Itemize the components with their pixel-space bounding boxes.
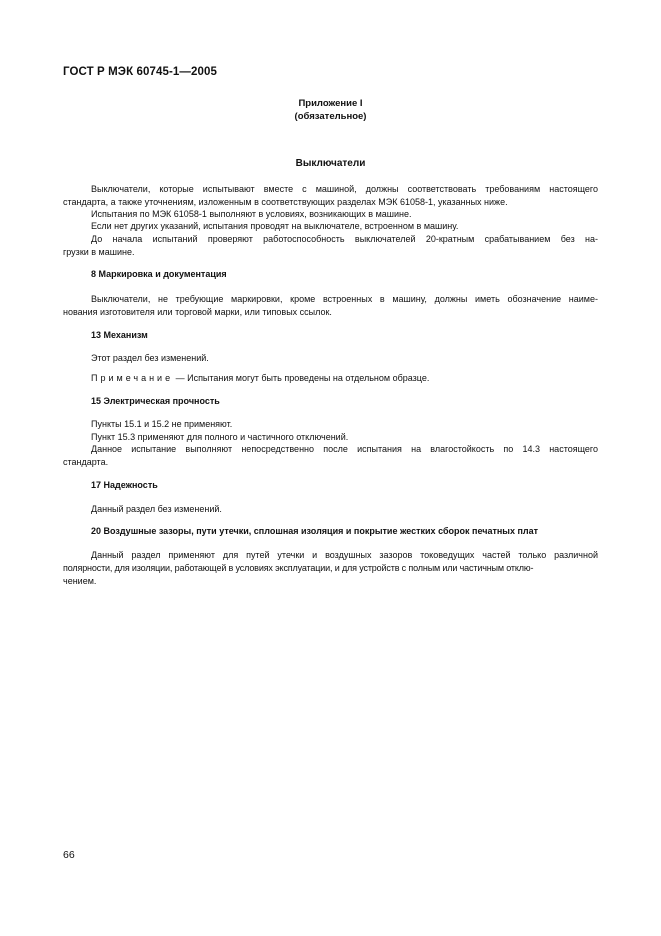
section-15-heading: 15 Электрическая прочность (91, 396, 220, 406)
section-8-heading: 8 Маркировка и документация (91, 269, 227, 279)
intro-line-2: стандарта, а также уточнениям, изложенным в соответствующих разделах МЭК 61058-1, указанных ниже. (63, 197, 508, 207)
section-13-text: Этот раздел без изменений. (91, 353, 209, 363)
section-13-note (91, 372, 626, 385)
section-20-heading: 20 Воздушные зазоры, пути утечки, сплошная изоляция и покрытие жестких сборок печатных плат (91, 526, 539, 536)
note-label: Примечание (91, 373, 174, 383)
section-title: Выключатели (295, 158, 366, 169)
note-text: — Испытания могут быть проведены на отдельном образце. (173, 373, 430, 383)
annex-title: Приложение I (298, 98, 363, 109)
section-8-line-1: Выключатели, не требующие маркировки, кроме встроенных в машину, должны иметь обозначение наиме- (91, 294, 598, 304)
intro-line-1: Выключатели, которые испытывают вместе с машиной, должны соответствовать требованиям настоящего (91, 184, 598, 194)
intro-line-6: грузки в машине. (63, 247, 135, 257)
section-17-heading: 17 Надежность (91, 480, 158, 490)
section-20-line-2: полярности, для изоляции, работающей в условиях эксплуатации, и для устройств с полным или частичным отклю- (63, 563, 534, 573)
document-header-code: ГОСТ Р МЭК 60745-1—2005 (63, 66, 217, 78)
section-15-line-3: Данное испытание выполняют непосредственно после испытания на влагостойкость по 14.3 настоящего (91, 444, 598, 454)
section-15-line-2: Пункт 15.3 применяют для полного и частичного отключений. (91, 432, 349, 442)
section-20-line-1: Данный раздел применяют для путей утечки и воздушных зазоров токоведущих частей только различной (91, 550, 598, 560)
section-8-line-2: нования изготовителя или торговой марки, или типовых ссылок. (63, 307, 332, 317)
intro-line-3: Испытания по МЭК 61058-1 выполняют в условиях, возникающих в машине. (91, 209, 412, 219)
annex-status: (обязательное) (294, 111, 367, 122)
section-13-heading: 13 Механизм (91, 330, 148, 340)
section-20-line-3: чением. (63, 576, 97, 586)
section-17-text: Данный раздел без изменений. (91, 504, 222, 514)
page-number: 66 (63, 849, 75, 861)
intro-line-4: Если нет других указаний, испытания проводят на выключателе, встроенном в машину. (91, 221, 459, 231)
intro-line-5: До начала испытаний проверяют работоспособность выключателей 20-кратным срабатыванием без на- (91, 234, 598, 244)
section-15-line-4: стандарта. (63, 457, 109, 467)
section-15-line-1: Пункты 15.1 и 15.2 не применяют. (91, 419, 233, 429)
